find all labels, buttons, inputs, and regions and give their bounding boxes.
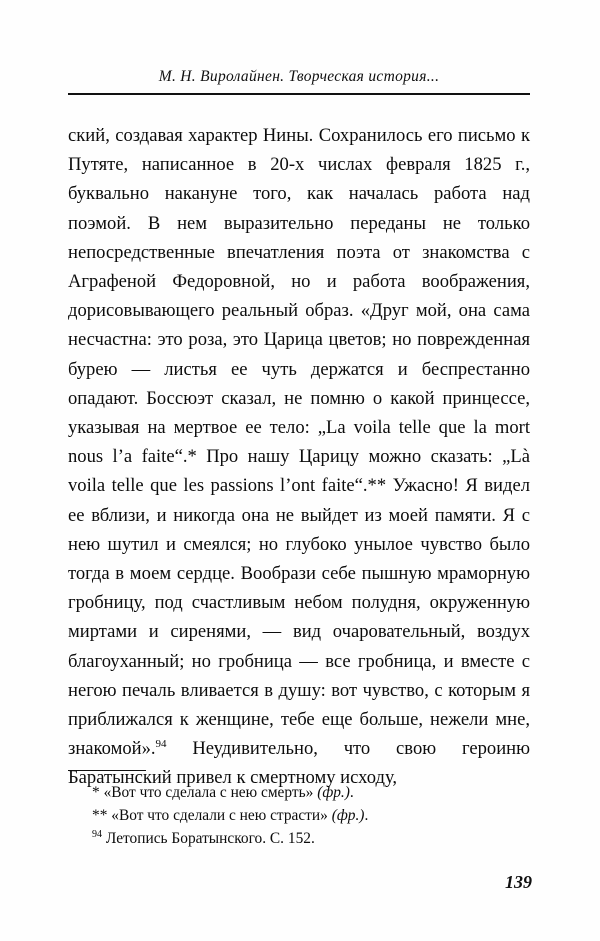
running-head: М. Н. Виролайнен. Творческая история...	[158, 68, 440, 85]
page-number: 139	[505, 872, 532, 892]
footnote-marker: 94	[92, 828, 102, 840]
body-paragraph	[68, 121, 530, 793]
footnote-item	[68, 827, 530, 850]
footnote-tail: .	[364, 807, 369, 824]
body-text-tail: Неудивительно, что свою героиню Баратынский привел к смертному исходу,	[68, 738, 530, 789]
footnotes-block	[68, 770, 530, 850]
footnote-separator-rule	[68, 770, 146, 771]
footnote-reference-94[interactable]: 94	[155, 738, 167, 751]
footnote-language: (фр.)	[317, 784, 350, 801]
footnote-text: «Вот что сделали с нею страсти»	[111, 807, 328, 824]
footnote-marker: **	[92, 807, 108, 824]
footnote-tail: .	[349, 784, 354, 801]
footnote-marker: *	[92, 784, 100, 801]
footnote-item	[68, 781, 530, 804]
footnote-language: (фр.)	[331, 807, 365, 824]
footnote-text: Летопись Боратынского. С. 152.	[105, 830, 315, 847]
body-text: ский, создавая характер Нины. Сохранилось его письмо к Путяте, написанное в 20-х числах февраля 1825 г., буквально накануне того, как началась работа над поэмой. В нем выразительно переданы не только непосредственные впечатления поэта от знакомства с Аграфеной Федоровной, но и работа воображения, дорисовывающего реальный образ. «Друг мой, она сама несчастна: это роза, это Царица цветов; но поврежденная бурею — листья ее чуть держатся и беспрестанно опадают. Боссюэт сказал, не помню о какой принцессе, указывая на мертвое ее тело: „La voila telle que la mort nous l’a faite“.* Про нашу Царицу можно сказать: „Là voila telle que les passions l’ont faite“.** Ужасно! Я видел ее вблизи, и никогда она не выйдет из моей памяти. Я с нею шутил и смеялся; но глубоко унылое чувство было тогда в моем сердце. Вообрази себе пышную мраморную гробницу, под счастливым небом полудня, окруженную миртами и сиренями, — вид очаровательный, воздух благоуханный; но гробница — все гробница, и вместе с негою печаль вливается в душу: вот чувство, с которым я приближался к женщине, тебе еще больше, нежели мне, знакомой».	[68, 125, 530, 760]
footnote-item	[68, 804, 530, 827]
running-head-rule	[68, 93, 530, 95]
page-content	[68, 68, 530, 811]
footnote-text: «Вот что сделала с нею смерть»	[103, 784, 314, 801]
